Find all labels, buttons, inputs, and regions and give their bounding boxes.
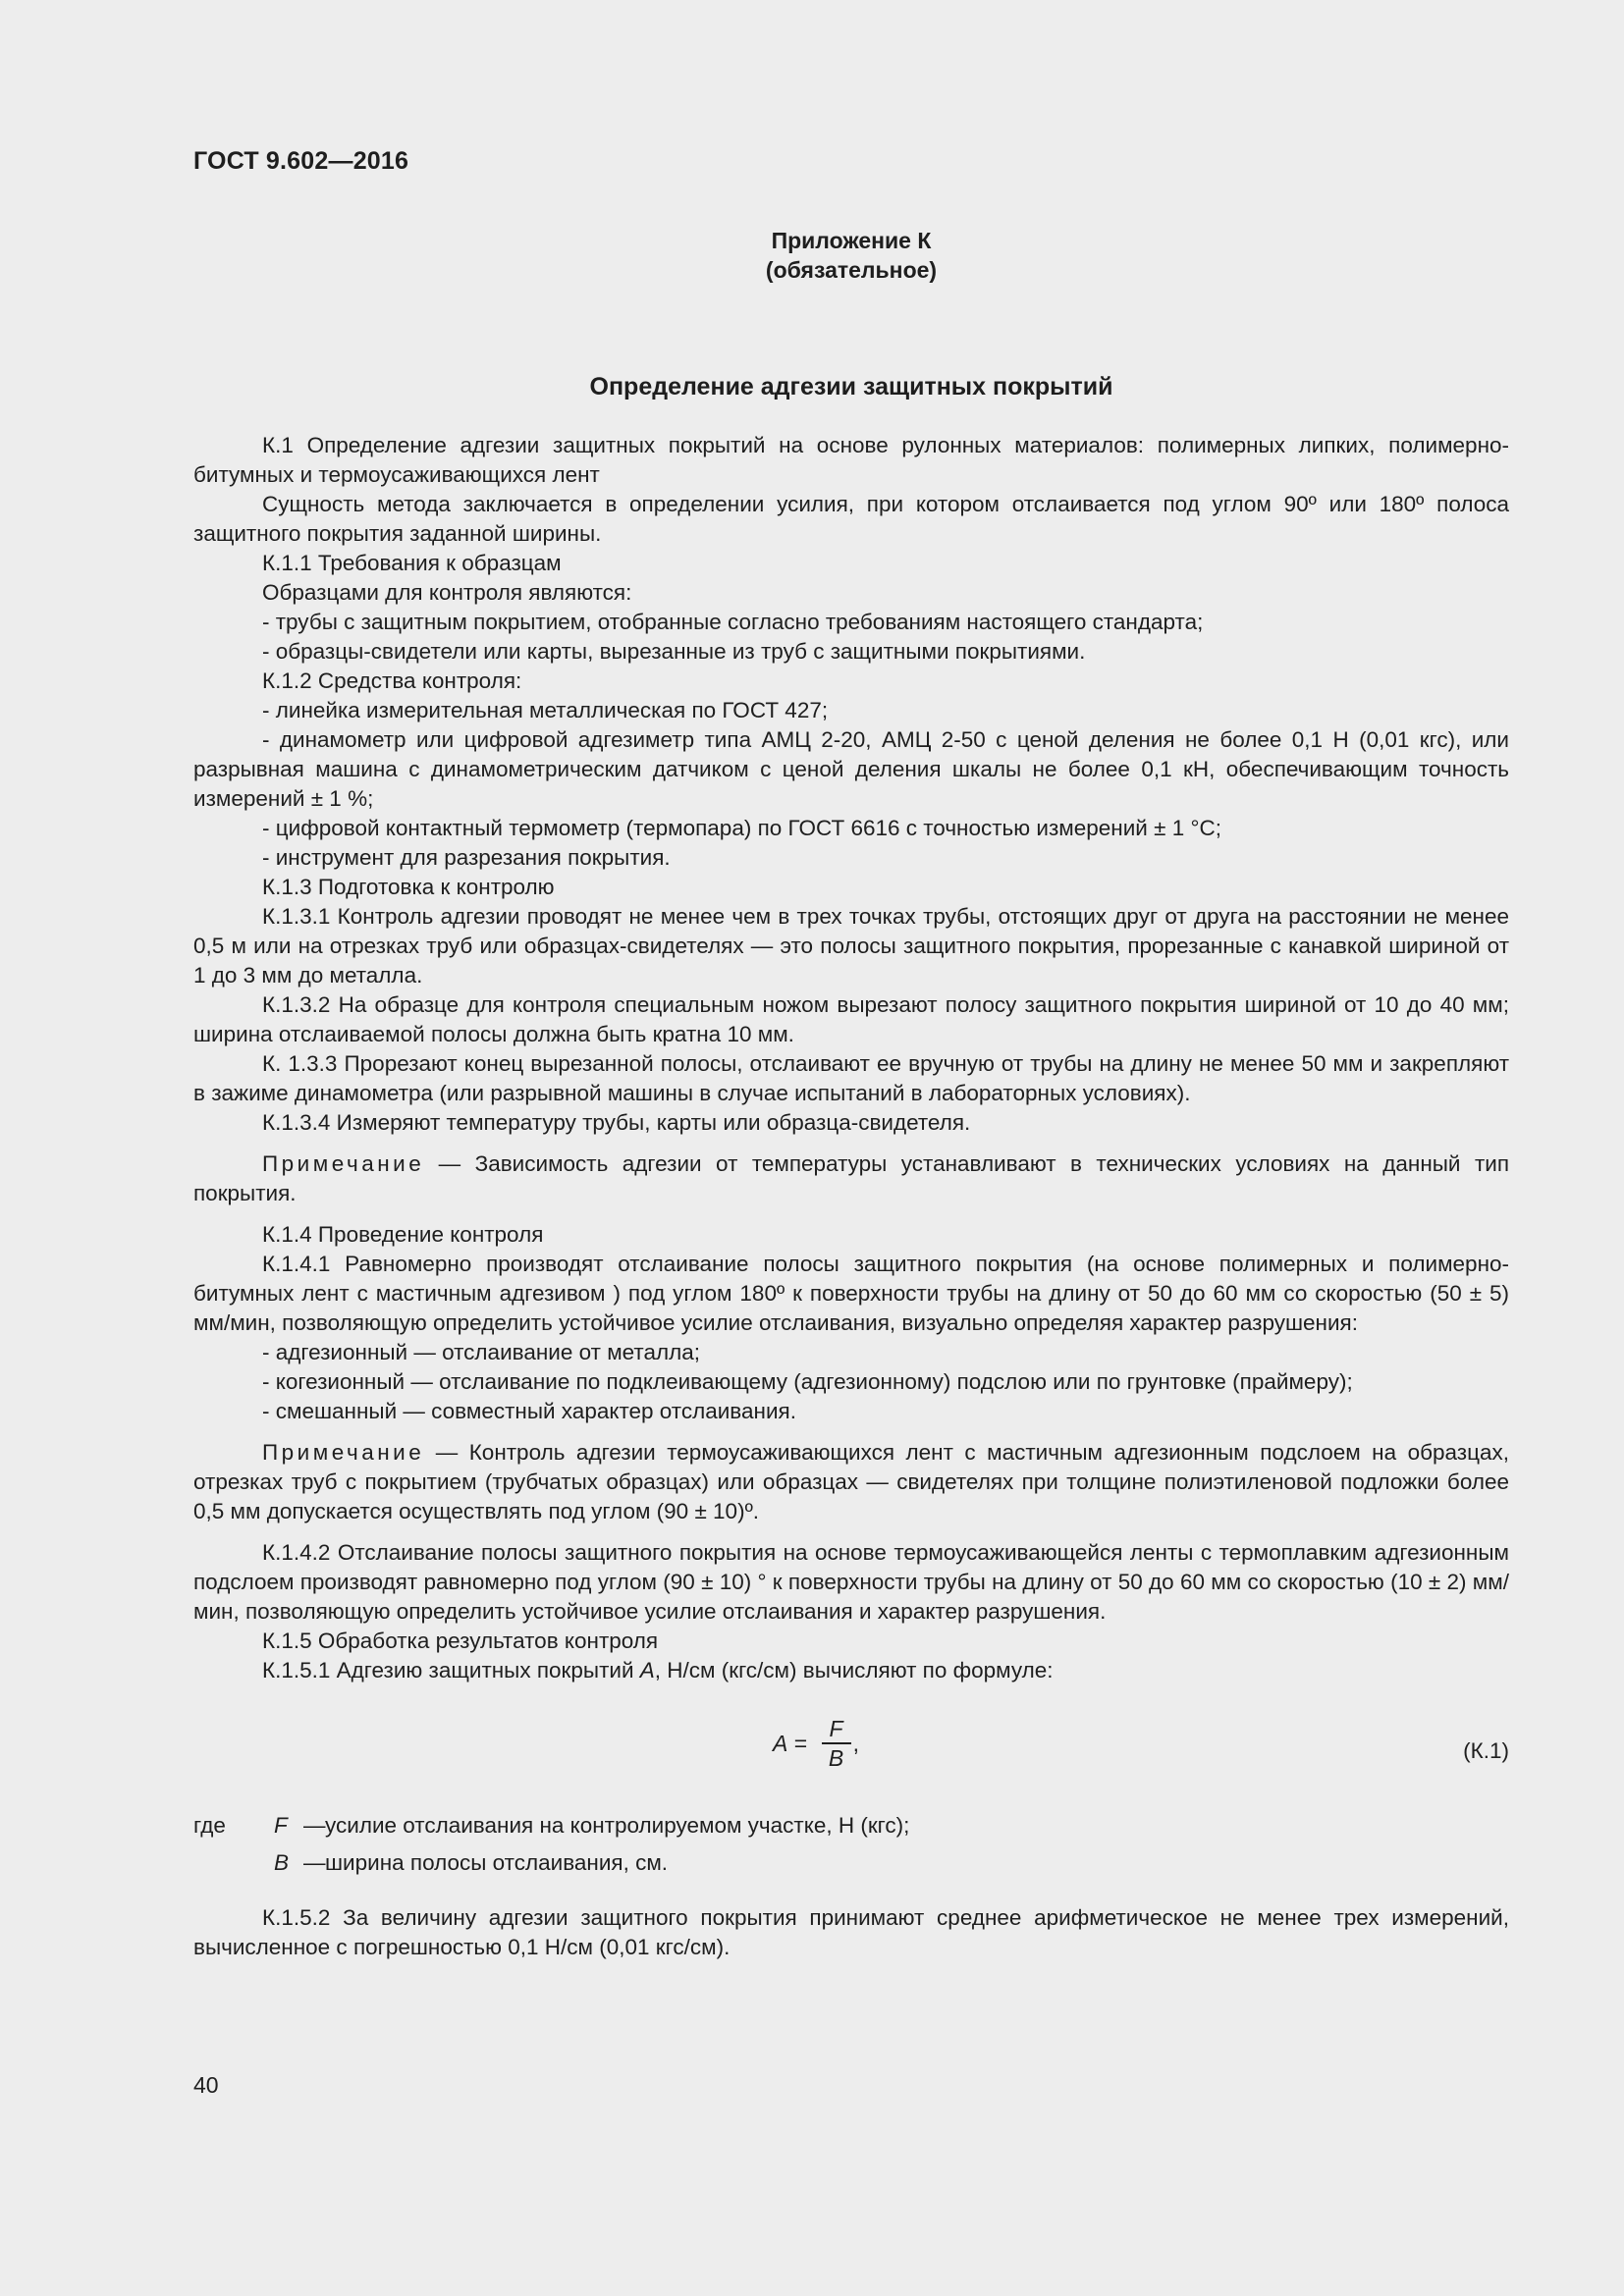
legend-spacer — [193, 1848, 274, 1878]
where-label: где — [193, 1813, 226, 1838]
paragraph-k1: К.1 Определение адгезии защитных покрытий на основе рулонных материалов: полимерных липких, полимерно-битумных и термоусаживающихся лент — [193, 433, 1509, 487]
formula-denominator: B — [828, 1745, 844, 1771]
text-fragment: К.1.5.1 Адгезию защитных покрытий — [262, 1658, 640, 1682]
paragraph-k1-3: К.1.3 Подготовка к контролю — [262, 875, 555, 899]
page-number: 40 — [193, 2072, 219, 2098]
paragraph-k1-3-1: К.1.3.1 Контроль адгезии проводят не менее чем в трех точках трубы, отстоящих друг от друга на расстоянии не менее 0,5 м или на отрезках труб или образцах-свидетелях — это полосы защитного покрытия, прорезанные с канавкой шириной от 1 до 3 мм до металла. — [193, 904, 1509, 988]
formula-expression — [773, 1715, 859, 1772]
paragraph-k1-4-2: К.1.4.2 Отслаивание полосы защитного покрытия на основе термоусаживающейся ленты с термоплавким адгезионным подслоем производят равномерно под углом (90 ± 10) ° к поверхности трубы на длину от 50 до 60 мм со скоростью (10 ± 2) мм/мин, позволяющую определить устойчивое усилие отслаивания и характер разрушения. — [193, 1540, 1509, 1624]
paragraph-k1-5-2: К.1.5.2 За величину адгезии защитного покрытия принимают среднее арифметическое не менее трех измерений, вычисленное с погрешностью 0,1 Н/см (0,01 кгс/см). — [193, 1905, 1509, 1959]
appendix-heading — [193, 226, 1509, 285]
legend-text-f: усилие отслаивания на контролируемом участке, Н (кгс); — [325, 1813, 910, 1838]
variable-a: А — [639, 1658, 655, 1682]
note-text: — Контроль адгезии термоусаживающихся лент с мастичным адгезионным подслоем на образцах, отрезках труб с покрытием (трубчатых образцах) или образцах — свидетелях при толщине полиэтиленовой подложки более 0,5 мм допускается осуществлять под углом (90 ± 10)º. — [193, 1440, 1509, 1523]
formula-fraction — [822, 1715, 851, 1772]
paragraph-k1-5-1 — [193, 1656, 1509, 1685]
formula-lhs: А — [773, 1731, 788, 1756]
legend-dash: — — [303, 1813, 326, 1838]
list-item-cohesive: - когезионный — отслаивание по подклеивающему (адгезионному) подслою или по грунтовке (праймеру); — [262, 1369, 1353, 1394]
paragraph-k1-2: К.1.2 Средства контроля: — [262, 668, 522, 693]
note-heat-shrink — [193, 1438, 1509, 1526]
paragraph-k1-5: К.1.5 Обработка результатов контроля — [262, 1629, 659, 1653]
formula-equals: = — [787, 1731, 814, 1756]
formula-number: (К.1) — [1463, 1738, 1509, 1763]
paragraph-method-essence: Сущность метода заключается в определении усилия, при котором отслаивается под углом 90º или 180º полоса защитного покрытия заданной ширины. — [193, 492, 1509, 546]
paragraph-k1-4: К.1.4 Проведение контроля — [262, 1222, 544, 1247]
formula-k1 — [193, 1707, 1509, 1795]
paragraph-k1-4-1: К.1.4.1 Равномерно производят отслаивание полосы защитного покрытия (на основе полимерных и полимерно-битумных лент с мастичным адгезивом ) под углом 180º к поверхности трубы на длину от 50 до 60 мм со скоростью (50 ± 5) мм/мин, позволяющую определить устойчивое усилие отслаивания, визуально определяя характер разрушения: — [193, 1252, 1509, 1335]
list-item-witness-samples: - образцы-свидетели или карты, вырезанные из труб с защитными покрытиями. — [262, 639, 1086, 664]
list-item-pipes: - трубы с защитным покрытием, отобранные согласно требованиям настоящего стандарта; — [262, 610, 1204, 634]
list-item-mixed: - смешанный — совместный характер отслаивания. — [262, 1399, 796, 1423]
section-title: Определение адгезии защитных покрытий — [589, 373, 1113, 400]
legend-var-b: B — [274, 1850, 290, 1875]
formula-legend — [193, 1811, 1509, 1878]
list-item-cutting-tool: - инструмент для разрезания покрытия. — [262, 845, 671, 870]
legend-dash: — — [303, 1850, 326, 1875]
appendix-status: (обязательное) — [765, 257, 938, 283]
formula-numerator: F — [829, 1716, 843, 1741]
formula-trail: , — [852, 1731, 859, 1756]
paragraph-k1-3-4: К.1.3.4 Измеряют температуру трубы, карты или образца-свидетеля. — [262, 1110, 971, 1135]
paragraph-k1-3-3: К. 1.3.3 Прорезают конец вырезанной полосы, отслаивают ее вручную от трубы на длину не менее 50 мм и закрепляют в зажиме динамометра (или разрывной машины в случае испытаний в лабораторных условиях). — [193, 1051, 1509, 1105]
note-label: Примечание — [262, 1440, 425, 1465]
note-text: — Зависимость адгезии от температуры устанавливают в технических условиях на данный тип покрытия. — [193, 1151, 1509, 1205]
paragraph-k1-1: К.1.1 Требования к образцам — [262, 551, 562, 575]
note-label: Примечание — [262, 1151, 425, 1176]
list-item-dynamometer: - динамометр или цифровой адгезиметр типа АМЦ 2-20, АМЦ 2-50 с ценой деления не более 0,1 Н (0,01 кгс), или разрывная машина с динамометрическим датчиком с ценой деления шкалы не более 0,1 кН, обеспечивающим точность измерений ± 1 %; — [193, 727, 1509, 811]
note-temperature — [193, 1149, 1509, 1208]
list-item-thermometer: - цифровой контактный термометр (термопара) по ГОСТ 6616 с точностью измерений ± 1 °С; — [262, 816, 1221, 840]
legend-text-b: ширина полосы отслаивания, см. — [325, 1850, 669, 1875]
text-fragment: , Н/см (кгс/см) вычисляют по формуле: — [654, 1658, 1054, 1682]
paragraph-samples-intro: Образцами для контроля являются: — [262, 580, 632, 605]
appendix-title: Приложение К — [771, 228, 932, 253]
legend-var-f: F — [274, 1813, 288, 1838]
list-item-ruler: - линейка измерительная металлическая по ГОСТ 427; — [262, 698, 829, 722]
list-item-adhesive: - адгезионный — отслаивание от металла; — [262, 1340, 701, 1364]
paragraph-k1-3-2: К.1.3.2 На образце для контроля специальным ножом вырезают полосу защитного покрытия шириной от 10 до 40 мм; ширина отслаиваемой полосы должна быть кратна 10 мм. — [193, 992, 1509, 1046]
document-header: ГОСТ 9.602—2016 — [193, 147, 409, 175]
document-body — [193, 431, 1509, 1962]
